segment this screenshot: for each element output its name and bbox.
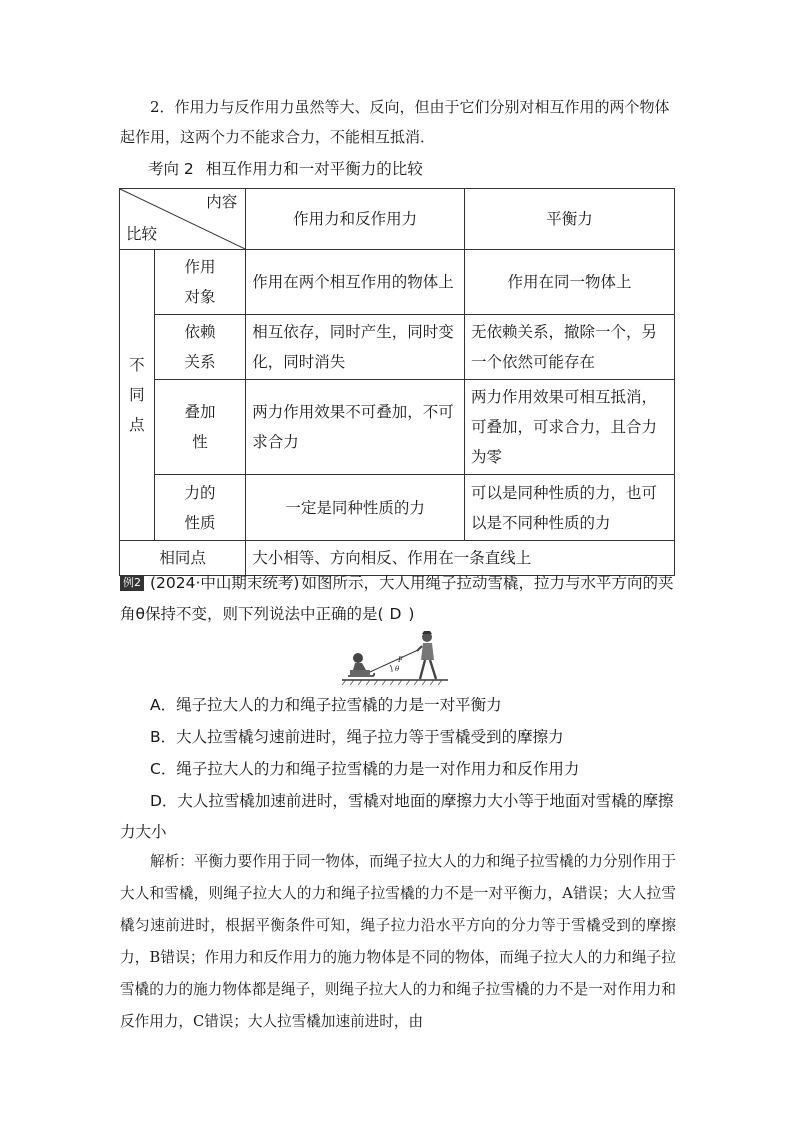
table-row: [120, 250, 675, 315]
cell-dependence-balance: 无依赖关系，撤除一个，另一个依然可能存在: [464, 315, 674, 380]
cell-same: 大小相等、方向相反、作用在一条直线上: [246, 541, 675, 576]
col-header-action-reaction: 作用力和反作用力: [246, 189, 465, 250]
option-c: C．绳子拉大人的力和绳子拉雪橇的力是一对作用力和反作用力: [150, 760, 580, 778]
force-label: F: [398, 656, 403, 664]
example-source: (2024·中山期末统考): [150, 574, 300, 592]
example-question: [120, 568, 676, 630]
section-heading: [148, 156, 423, 182]
corner-top-label: 内容: [206, 193, 238, 211]
note-paragraph: 2．作用力与反作用力虽然等大、反向，但由于它们分别对相互作用的两个物体起作用，这两个力不能求合力，不能相互抵消．: [120, 98, 670, 146]
cell-object-action: 作用在两个相互作用的物体上: [246, 250, 465, 315]
cell-dependence-action: 相互依存，同时产生，同时变化，同时消失: [246, 315, 465, 380]
row-label-superposition: 叠加 性: [154, 380, 245, 475]
cell-object-balance: 作用在同一物体上: [464, 250, 674, 315]
example-stem: 如图所示，大人用绳子拉动雪橇，拉力与水平方向的夹角θ保持不变，则下列说法中正确的是(: [120, 574, 674, 623]
option-d: D．大人拉雪橇加速前进时，雪橇对地面的摩擦力大小等于地面对雪橇的摩擦力大小: [120, 792, 674, 841]
table-header-row: [120, 189, 675, 250]
diagonal-header-cell: [120, 189, 246, 250]
row-label-dependence: 依赖 关系: [154, 315, 245, 380]
row-label-nature: 力的 性质: [154, 475, 245, 541]
option-a: A．绳子拉大人的力和绳子拉雪橇的力是一对平衡力: [150, 696, 502, 714]
angle-label: θ: [395, 665, 400, 673]
example-badge: 例2: [120, 575, 144, 591]
option-b: B．大人拉雪橇匀速前进时，绳子拉力等于雪橇受到的摩擦力: [150, 728, 564, 746]
example-close: ): [408, 605, 415, 623]
section-code: 考向 2: [148, 160, 194, 178]
row-label-object: 作用 对象: [154, 250, 245, 315]
table-row: [120, 475, 675, 541]
table-row: [120, 315, 675, 380]
cell-nature-action: 一定是同种性质的力: [246, 475, 465, 541]
col-header-balance: 平衡力: [464, 189, 674, 250]
example-answer: D: [389, 605, 403, 623]
table-row: [120, 380, 675, 475]
row-label-same: 相同点: [120, 541, 246, 576]
cell-nature-balance: 可以是同种性质的力，也可以是不同种性质的力: [464, 475, 674, 541]
comparison-table: [119, 188, 675, 576]
cell-superposition-action: 两力作用效果不可叠加，不可求合力: [246, 380, 465, 475]
cell-superposition-balance: 两力作用效果可相互抵消，可叠加，可求合力，且合力为零: [464, 380, 674, 475]
group-label-different: 不 同 点: [120, 250, 155, 541]
section-title: 相互作用力和一对平衡力的比较: [205, 160, 423, 178]
analysis-paragraph: 解析：平衡力要作用于同一物体，而绳子拉大人的力和绳子拉雪橇的力分别作用于大人和雪橇，则绳子拉大人的力和绳子拉雪橇的力不是一对平衡力，A错误；大人拉雪橇匀速前进时，根据平衡条件可知，绳子拉力沿水平方向的分力等于雪橇受到的摩擦力，B错误；作用力和反作用力的施力物体是不同的物体，而绳子拉大人的力和绳子拉雪橇的力的施力物体都是绳子，则绳子拉大人的力和绳子拉雪橇的力不是一对作用力和反作用力，C错误；大人拉雪橇加速前进时，由: [120, 853, 676, 1030]
sled-figure: [340, 628, 450, 686]
corner-bottom-label: 比较: [126, 225, 158, 243]
